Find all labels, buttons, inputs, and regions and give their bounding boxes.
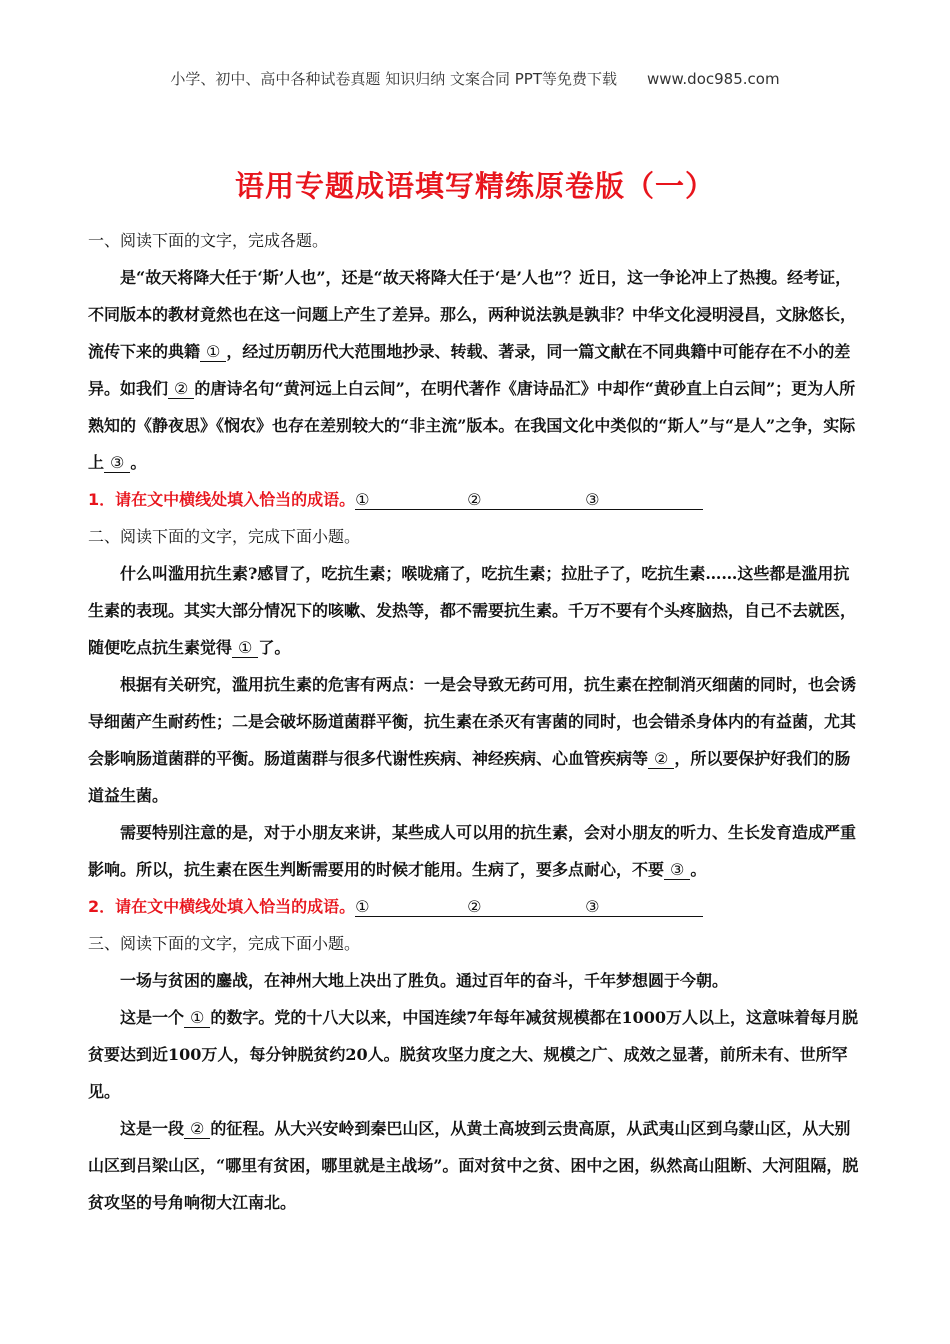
text-run: ，所以要保护好我们的肠道益生菌。 xyxy=(88,749,851,805)
section-2-paragraph-2 xyxy=(88,666,863,814)
answer-2-blank[interactable]: ② xyxy=(467,898,585,917)
text-run: 根据有关研究，滥用抗生素的危害有两点：一是会导致无药可用，抗生素在控制消灭细菌的同时，也会诱导细菌产生耐药性；二是会破坏肠道菌群平衡，抗生素在杀灭有害菌的同时，也会错杀身体内的有益菌，尤其会影响肠道菌群的平衡。肠道菌群与很多代谢性疾病、神经疾病、心血管疾病等 xyxy=(88,675,857,768)
text-run: 这是一个 xyxy=(120,1008,185,1027)
question-2-text: 2．请在文中横线处填入恰当的成语。 xyxy=(88,897,356,916)
section-2-paragraph-3 xyxy=(88,814,863,888)
page-header xyxy=(0,68,950,89)
header-text: 小学、初中、高中各种试卷真题 知识归纳 文案合同 PPT等免费下载 xyxy=(170,70,617,88)
text-run: 。 xyxy=(130,453,147,472)
text-run: 这是一段 xyxy=(120,1119,185,1138)
blank-2: ② xyxy=(168,380,194,399)
document-body xyxy=(88,222,863,1221)
question-1-text: 1．请在文中横线处填入恰当的成语。 xyxy=(88,490,356,509)
answer-1-blank[interactable]: ① xyxy=(355,898,467,917)
section-3-heading: 三、阅读下面的文字，完成下面小题。 xyxy=(88,934,361,953)
blank-1: ① xyxy=(232,639,258,658)
question-2 xyxy=(88,888,863,925)
section-2-paragraph-1 xyxy=(88,555,863,666)
blank-3: ③ xyxy=(104,454,130,473)
text-run: 的征程。从大兴安岭到秦巴山区，从黄土高坡到云贵高原，从武夷山区到乌蒙山区，从大别山区到吕梁山区，“哪里有贫困，哪里就是主战场”。面对贫中之贫、困中之困，纵然高山阻断、大河阻隔，脱贫攻坚的号角响彻大江南北。 xyxy=(88,1119,859,1212)
text-run: 是“故天将降大任于‘斯’人也”，还是“故天将降大任于‘是’人也”？近日，这一争论冲上了热搜。经考证，不同版本的教材竟然也在这一问题上产生了差异。那么，两种说法孰是孰非？中华文化浸明浸昌，文脉悠长，流传下来的典籍 xyxy=(88,268,857,361)
section-1-heading: 一、阅读下面的文字，完成各题。 xyxy=(88,231,329,250)
blank-1: ① xyxy=(200,343,226,362)
answer-2-blank[interactable]: ② xyxy=(467,491,585,510)
section-3-paragraph-3 xyxy=(88,1110,863,1221)
document-title: 语用专题成语填写精练原卷版（一） xyxy=(234,169,715,203)
text-run: 的数字。党的十八大以来，中国连续7年每年减贫规模都在1000万人以上，这意味着每月脱贫要达到近100万人，每分钟脱贫约20人。脱贫攻坚力度之大、规模之广、成效之显著，前所未有、世所罕见。 xyxy=(88,1008,859,1101)
blank-1: ① xyxy=(184,1009,210,1028)
text-run: 。 xyxy=(690,860,707,879)
blank-3: ③ xyxy=(664,861,690,880)
text-run: 什么叫滥用抗生素?感冒了，吃抗生素；喉咙痛了，吃抗生素；拉肚子了，吃抗生素……这些都是滥用抗生素的表现。其实大部分情况下的咳嗽、发热等，都不需要抗生素。千万不要有个头疼脑热，自己不去就医，随便吃点抗生素觉得 xyxy=(88,564,857,657)
answer-3-blank[interactable]: ③ xyxy=(585,491,703,510)
text-run: ，经过历朝历代大范围地抄录、转载、著录，同一篇文献在不同典籍中可能存在不小的差异。如我们 xyxy=(88,342,851,398)
blank-2: ② xyxy=(184,1120,210,1139)
blank-2: ② xyxy=(648,750,674,769)
section-2-heading: 二、阅读下面的文字，完成下面小题。 xyxy=(88,527,361,546)
text-run: 需要特别注意的是，对于小朋友来讲，某些成人可以用的抗生素，会对小朋友的听力、生长发育造成严重影响。所以，抗生素在医生判断需要用的时候才能用。生病了，要多点耐心，不要 xyxy=(88,823,857,879)
text-run: 了。 xyxy=(258,638,291,657)
answer-1-blank[interactable]: ① xyxy=(355,491,467,510)
section-1-paragraph xyxy=(88,259,863,481)
question-1 xyxy=(88,481,863,518)
text-run: 的唐诗名句“黄河远上白云间”，在明代著作《唐诗品汇》中却作“黄砂直上白云间”；更为人所熟知的《静夜思》《悯农》也存在差别较大的“非主流”版本。在我国文化中类似的“斯人”与“是人”之争，实际上 xyxy=(88,379,856,472)
section-3-paragraph-1: 一场与贫困的鏖战，在神州大地上决出了胜负。通过百年的奋斗，千年梦想圆于今朝。 xyxy=(120,971,729,990)
header-url[interactable]: www.doc985.com xyxy=(646,70,780,88)
answer-3-blank[interactable]: ③ xyxy=(585,898,703,917)
section-3-paragraph-2 xyxy=(88,999,863,1110)
